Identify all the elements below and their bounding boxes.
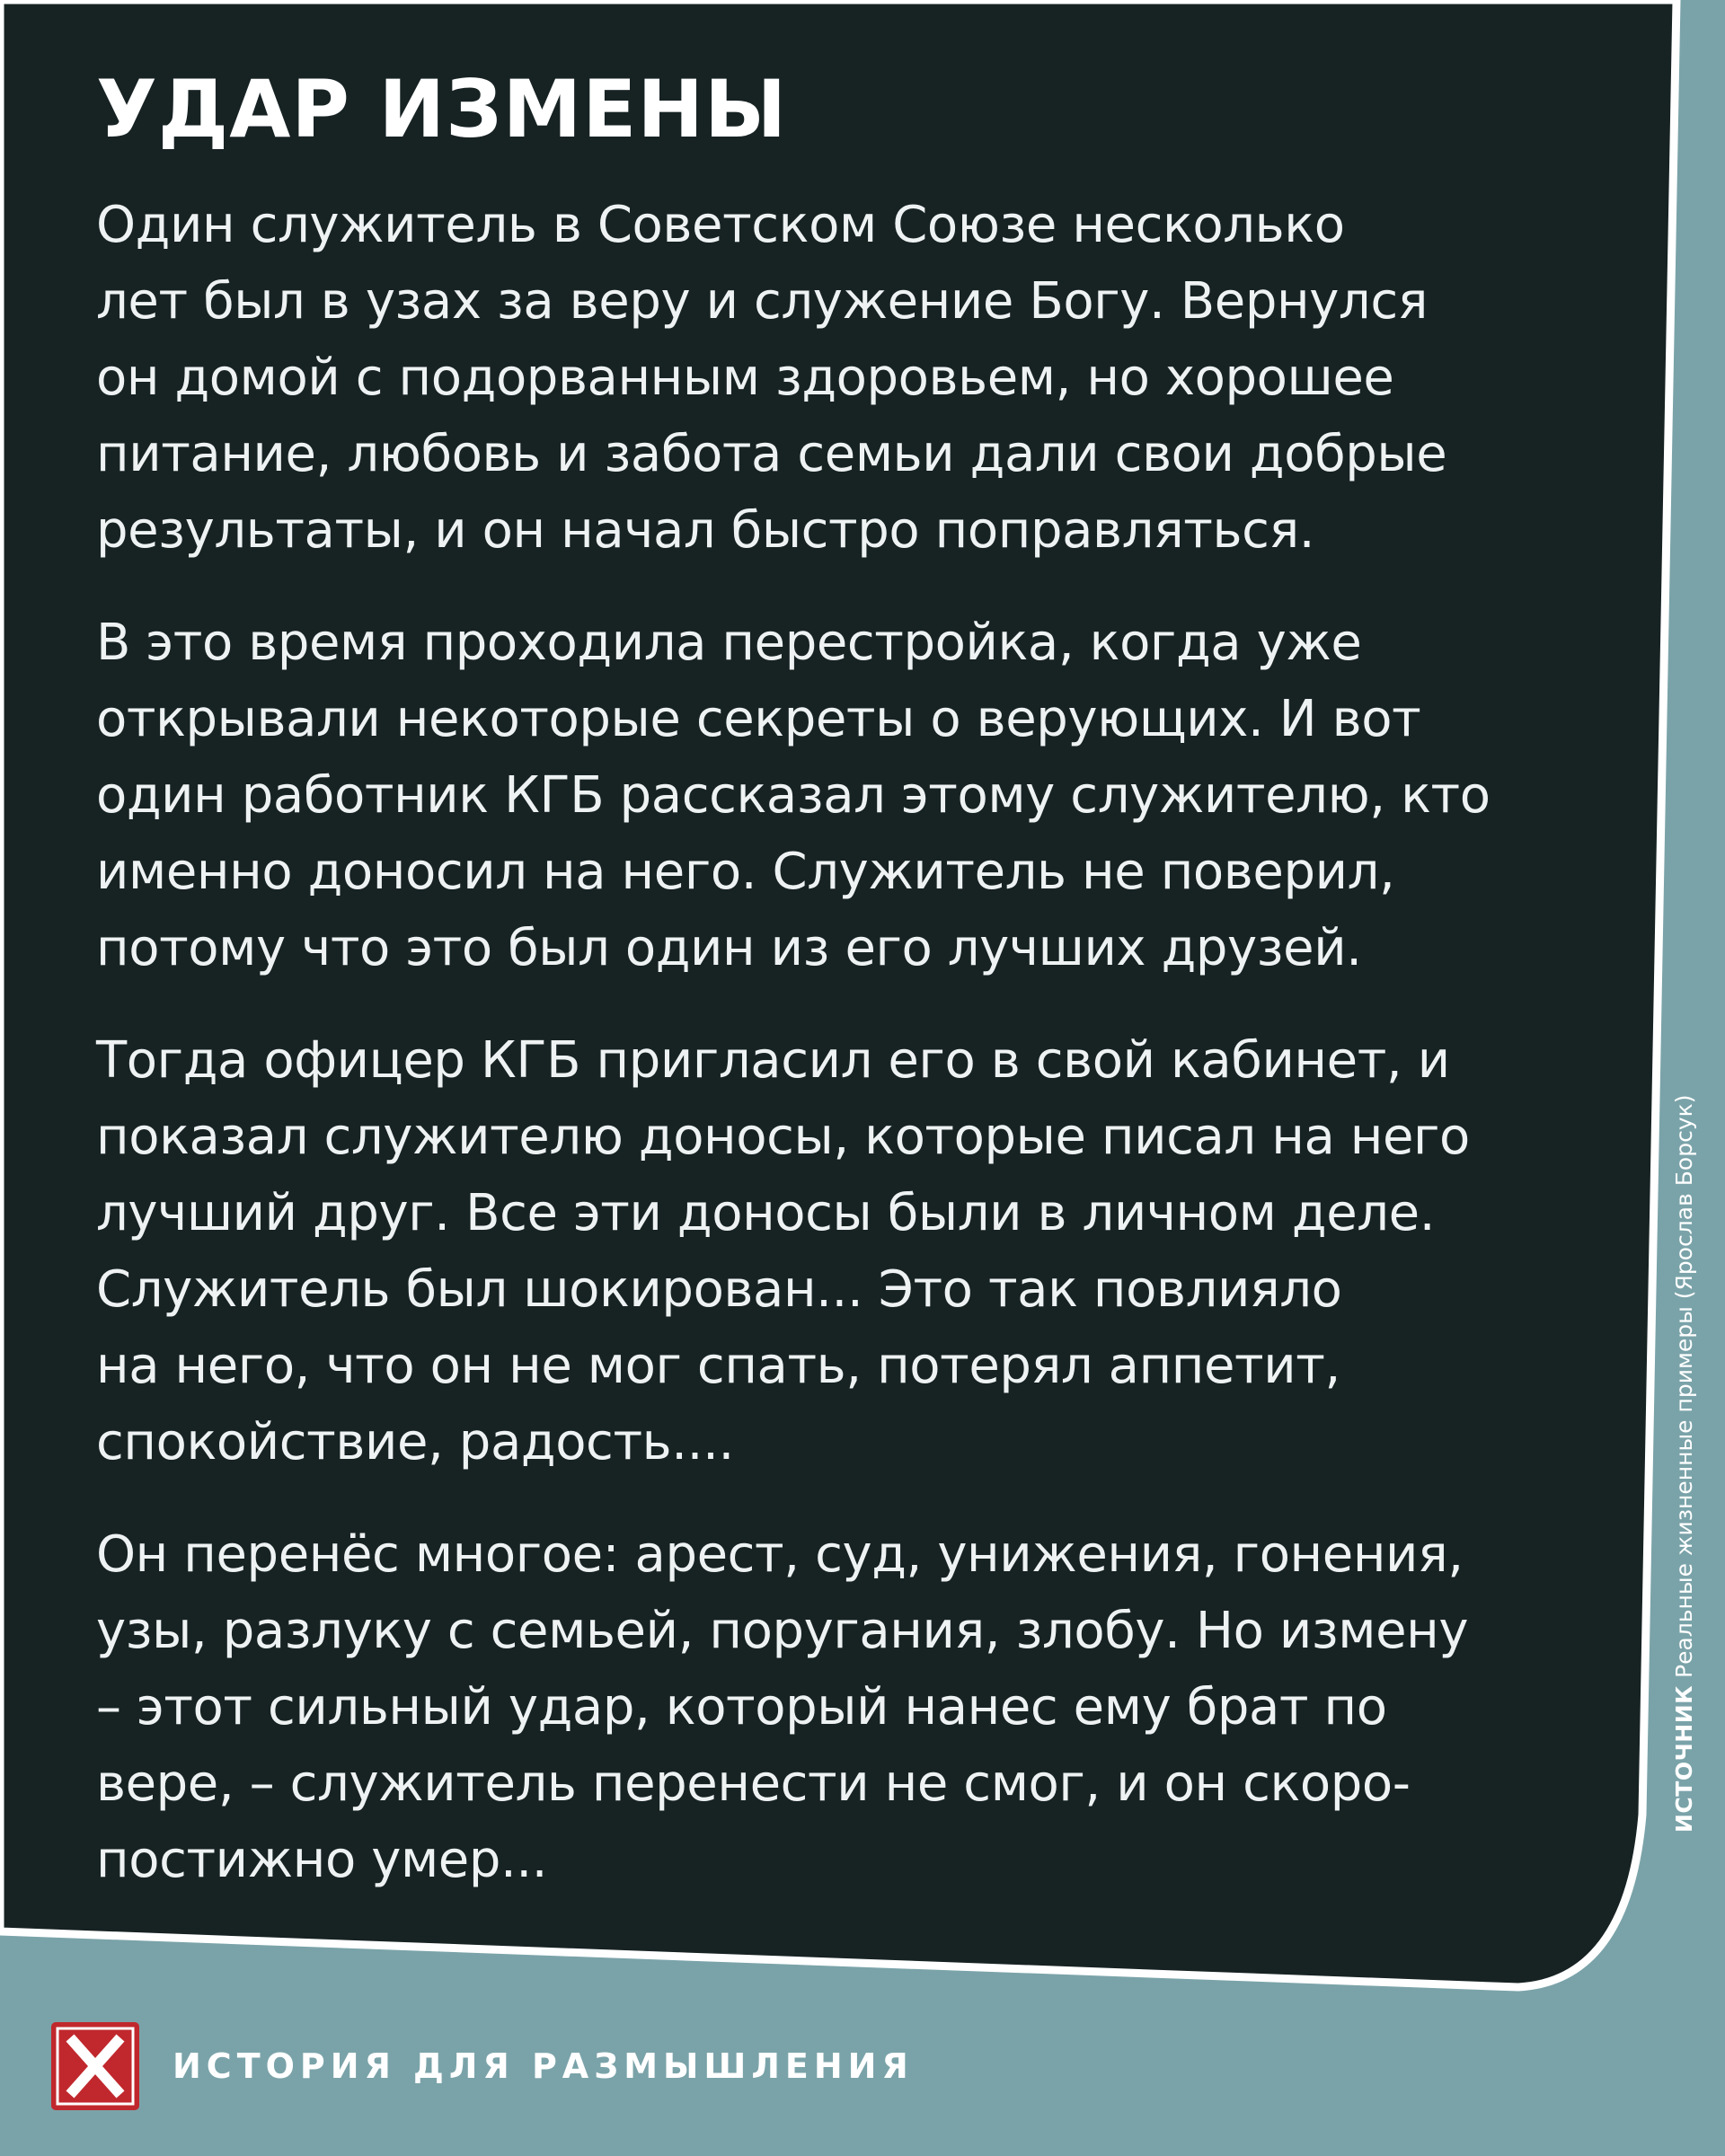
paragraph-4: [96, 1516, 1552, 1898]
text-line: постижно умер...: [96, 1831, 548, 1889]
text-line: он домой с подорванным здоровьем, но хорошее: [96, 349, 1394, 407]
x-logo-glyph: [51, 2022, 139, 2110]
text-line: узы, разлуку с семьей, поругания, злобу. Но измену: [96, 1602, 1469, 1660]
text-line: на него, что он не мог спать, потерял аппетит,: [96, 1337, 1340, 1395]
text-line: открывали некоторые секреты о верующих. И вот: [96, 690, 1421, 748]
source-label: ИСТОЧНИК: [1671, 1684, 1697, 1833]
text-line: один работник КГБ рассказал этому служителю, кто: [96, 766, 1491, 825]
text-line: лет был в узах за веру и служение Богу. Вернулся: [96, 272, 1428, 331]
text-line: показал служителю доносы, которые писал на него: [96, 1108, 1470, 1166]
text-line: Служитель был шокирован... Это так повлияло: [96, 1260, 1342, 1319]
source-credit: [1671, 1095, 1697, 1833]
series-label: ИСТОРИЯ ДЛЯ РАЗМЫШЛЕНИЯ: [172, 2046, 914, 2086]
text-line: Он перенёс многое: арест, суд, унижения, гонения,: [96, 1525, 1464, 1584]
x-logo-icon: [51, 2022, 139, 2110]
footer: [51, 2021, 914, 2111]
article-title: УДАР ИЗМЕНЫ: [96, 63, 788, 155]
article: [96, 57, 1552, 1934]
text-line: лучший друг. Все эти доносы были в личном деле.: [96, 1184, 1436, 1242]
text-line: Один служитель в Советском Союзе несколько: [96, 196, 1345, 254]
text-line: Тогда офицер КГБ пригласил его в свой кабинет, и: [96, 1031, 1450, 1090]
text-line: вере, – служитель перенести не смог, и он скоро-: [96, 1754, 1411, 1813]
text-line: В это время проходила перестройка, когда уже: [96, 614, 1362, 672]
text-line: именно доносил на него. Служитель не поверил,: [96, 843, 1395, 901]
text-line: спокойствие, радость....: [96, 1413, 734, 1471]
text-line: результаты, и он начал быстро поправляться.: [96, 501, 1315, 560]
paragraph-2: [96, 605, 1552, 986]
paragraph-1: [96, 187, 1552, 569]
text-line: – этот сильный удар, который нанес ему брат по: [96, 1678, 1387, 1736]
paragraph-3: [96, 1022, 1552, 1480]
text-line: потому что это был один из его лучших друзей.: [96, 919, 1362, 977]
source-text: Реальные жизненные примеры (Ярослав Борсук): [1671, 1094, 1697, 1678]
text-line: питание, любовь и забота семьи дали свои добрые: [96, 425, 1447, 483]
